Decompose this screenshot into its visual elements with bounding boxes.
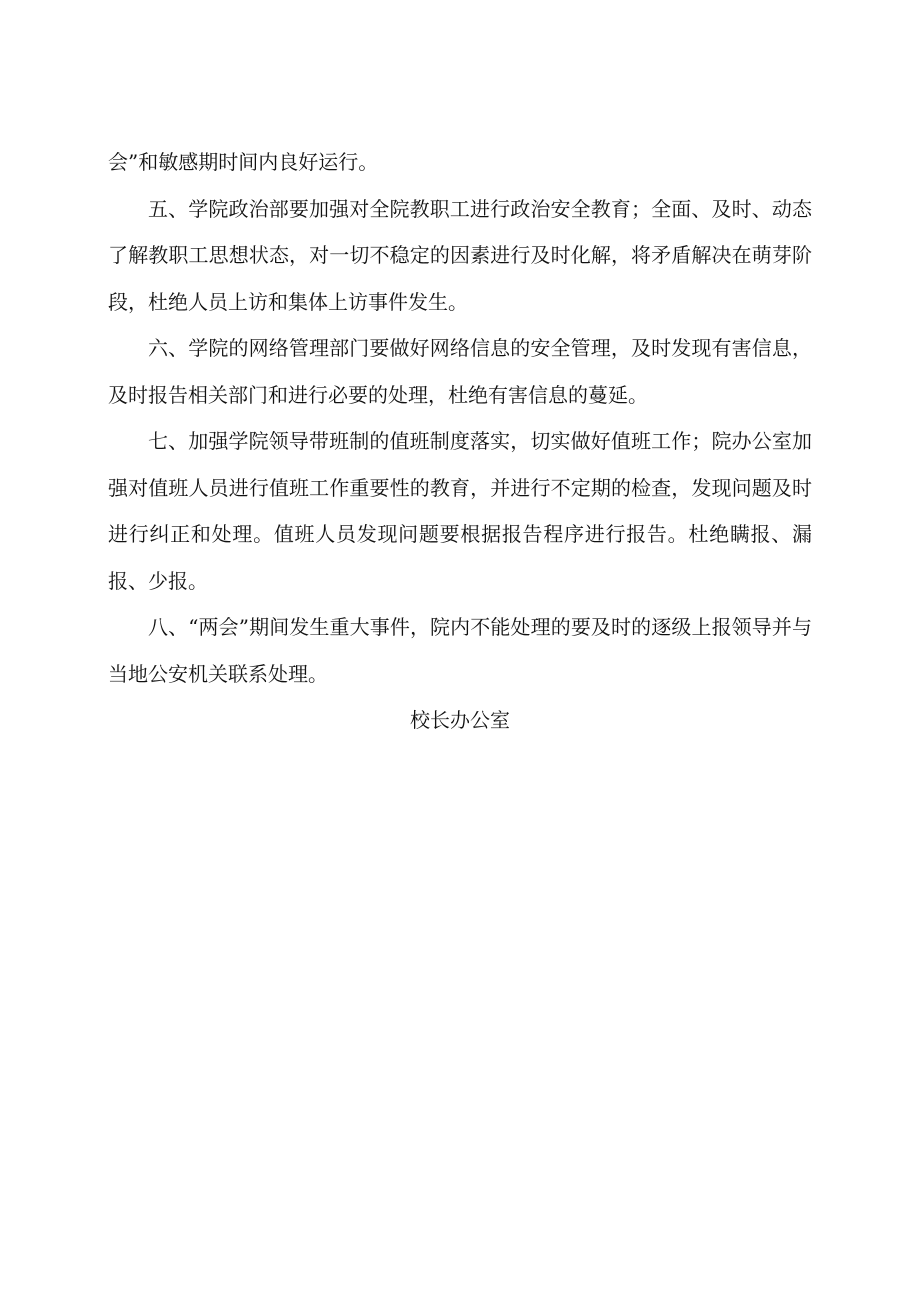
document-page [108,139,812,744]
paragraph-continuation: 会”和敏感期时间内良好运行。 [108,150,379,174]
paragraph-item-6: 六、学院的网络管理部门要做好网络信息的安全管理，及时发现有害信息，及时报告相关部门和进行必要的处理，杜绝有害信息的蔓延。 [108,336,812,407]
paragraph-item-7: 七、加强学院领导带班制的值班制度落实，切实做好值班工作；院办公室加强对值班人员进行值班工作重要性的教育，并进行不定期的检查，发现问题及时进行纠正和处理。值班人员发现问题要根据报告程序进行报告。杜绝瞒报、漏报、少报。 [108,429,812,593]
paragraph-item-8: 八、“两会”期间发生重大事件，院内不能处理的要及时的逐级上报领导并与当地公安机关联系处理。 [108,615,812,686]
signature: 校长办公室 [410,708,510,732]
paragraph-item-5: 五、学院政治部要加强对全院教职工进行政治安全教育；全面、及时、动态了解教职工思想状态，对一切不稳定的因素进行及时化解，将矛盾解决在萌芽阶段，杜绝人员上访和集体上访事件发生。 [108,196,812,314]
